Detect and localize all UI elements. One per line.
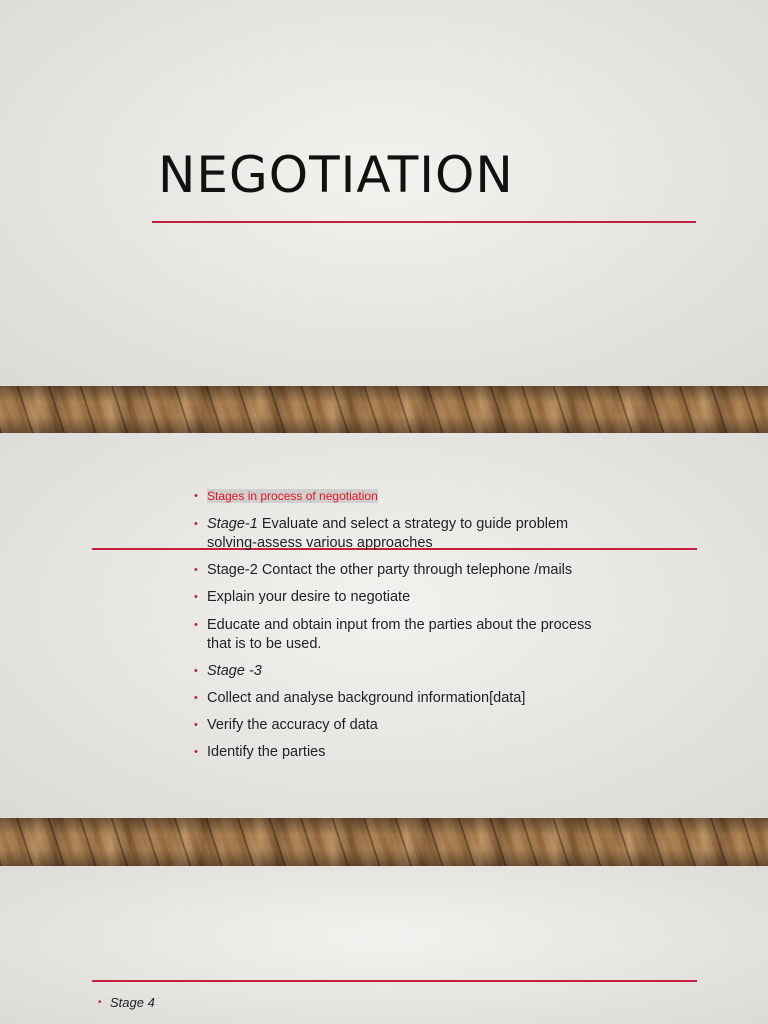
stage-label: Stage 4: [110, 995, 155, 1010]
slide-title-text: NEGOTIATION: [158, 146, 514, 204]
slide-rule: [92, 980, 697, 982]
list-item-text: Evaluate and select a strategy to guide problem solving-assess various approaches: [207, 516, 569, 551]
stage-4-bullet-list: [98, 994, 155, 1017]
list-item-heading: [194, 487, 614, 506]
bullet-icon: •: [194, 591, 198, 604]
slide-title: [0, 0, 768, 386]
list-item: [194, 689, 614, 708]
bullet-icon: •: [194, 490, 198, 502]
list-item-text: Collect and analyse background information[data]: [207, 689, 526, 706]
bullet-icon: •: [194, 564, 198, 577]
bullet-icon: •: [194, 518, 198, 530]
list-item: [194, 588, 614, 607]
stage-label: Stage-1: [207, 516, 258, 532]
wood-floor-divider: [0, 818, 768, 866]
list-item: [194, 561, 614, 580]
list-item-text: Explain your desire to negotiate: [207, 589, 411, 606]
list-item: [98, 994, 155, 1011]
list-item-text: Verify the accuracy of data: [207, 717, 378, 734]
stages-heading: Stages in process of negotiation: [207, 489, 378, 503]
bullet-icon: •: [194, 746, 198, 759]
list-item: [194, 616, 614, 654]
bullet-icon: •: [194, 691, 198, 704]
bullet-icon: •: [194, 719, 198, 732]
bullet-icon: •: [194, 618, 198, 631]
list-item-text: Stage-2 Contact the other party through telephone /mails: [207, 562, 573, 579]
title-underline: [152, 221, 696, 223]
list-item-text: Educate and obtain input from the parties about the process that is to be used.: [207, 616, 592, 652]
wood-floor-divider: [0, 386, 768, 433]
bullet-icon: •: [98, 997, 102, 1008]
list-item: [194, 662, 614, 681]
list-item: [194, 743, 614, 762]
bullet-icon: •: [194, 664, 198, 677]
list-item-text: Identify the parties: [207, 744, 326, 761]
list-item: [194, 716, 614, 735]
stage-label: Stage -3: [207, 662, 262, 679]
list-item: [194, 515, 614, 553]
slide-stage-4: [0, 866, 768, 1024]
stages-bullet-list: [194, 487, 614, 771]
slide-stages: [0, 433, 768, 818]
